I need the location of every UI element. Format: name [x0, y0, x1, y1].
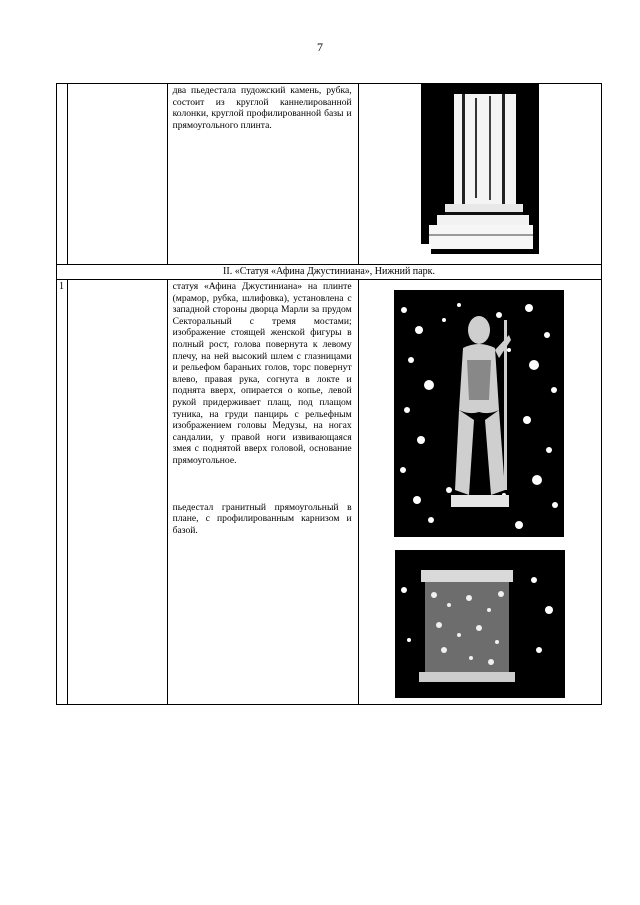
- table-row: [57, 280, 602, 705]
- granite-pedestal-photo: [359, 550, 601, 700]
- number-cell: [57, 280, 68, 705]
- statue-description: статуя «Афина Джустиниана» на плинте (мрамор, рубка, шлифовка), установлена с западной стороны дворца Марли за прудом Секторальный с тремя мостами; изображение стоящей женской фигуры в полный рост, голова повернута к левому плечу, на ней высокий шлем с глазницами и рельефом бараньих голов, торс повернут влево, правая рука, согнута в локте и поднята вверх, опирается о копье, левой рукой придерживает плащ, под плащом туника, на груди панцирь с рельефным изображением головы Медузы, на ногах сандалии, у правой ноги извивающаяся змея с поднятой вверх головой, основание прямоугольное.: [172, 281, 352, 466]
- section-row: [57, 265, 602, 280]
- section-header: II. «Статуя «Афина Джустиниана», Нижний парк.: [57, 265, 602, 280]
- photo-cell: [358, 84, 601, 265]
- monument-table: [56, 83, 602, 705]
- description-cell: [167, 280, 358, 705]
- number-cell: [57, 84, 68, 265]
- page-number: 7: [317, 40, 323, 54]
- name-cell: [68, 280, 168, 705]
- name-cell: [68, 84, 168, 265]
- item-number: 1: [59, 281, 64, 292]
- pedestal-description: пьедестал гранитный прямоугольный в плане, с профилированным карнизом и базой.: [172, 501, 352, 536]
- table-row: [57, 84, 602, 265]
- photo-cell: [358, 280, 601, 705]
- pedestal-pair-description: два пьедестала пудожский камень, рубка, состоит из круглой каннелированной колонки, круглой профилированной базы и прямоугольного плинта.: [172, 85, 352, 131]
- athena-statue-photo: [359, 290, 601, 540]
- description-cell: [167, 84, 358, 265]
- column-pedestal-photo: [359, 84, 601, 254]
